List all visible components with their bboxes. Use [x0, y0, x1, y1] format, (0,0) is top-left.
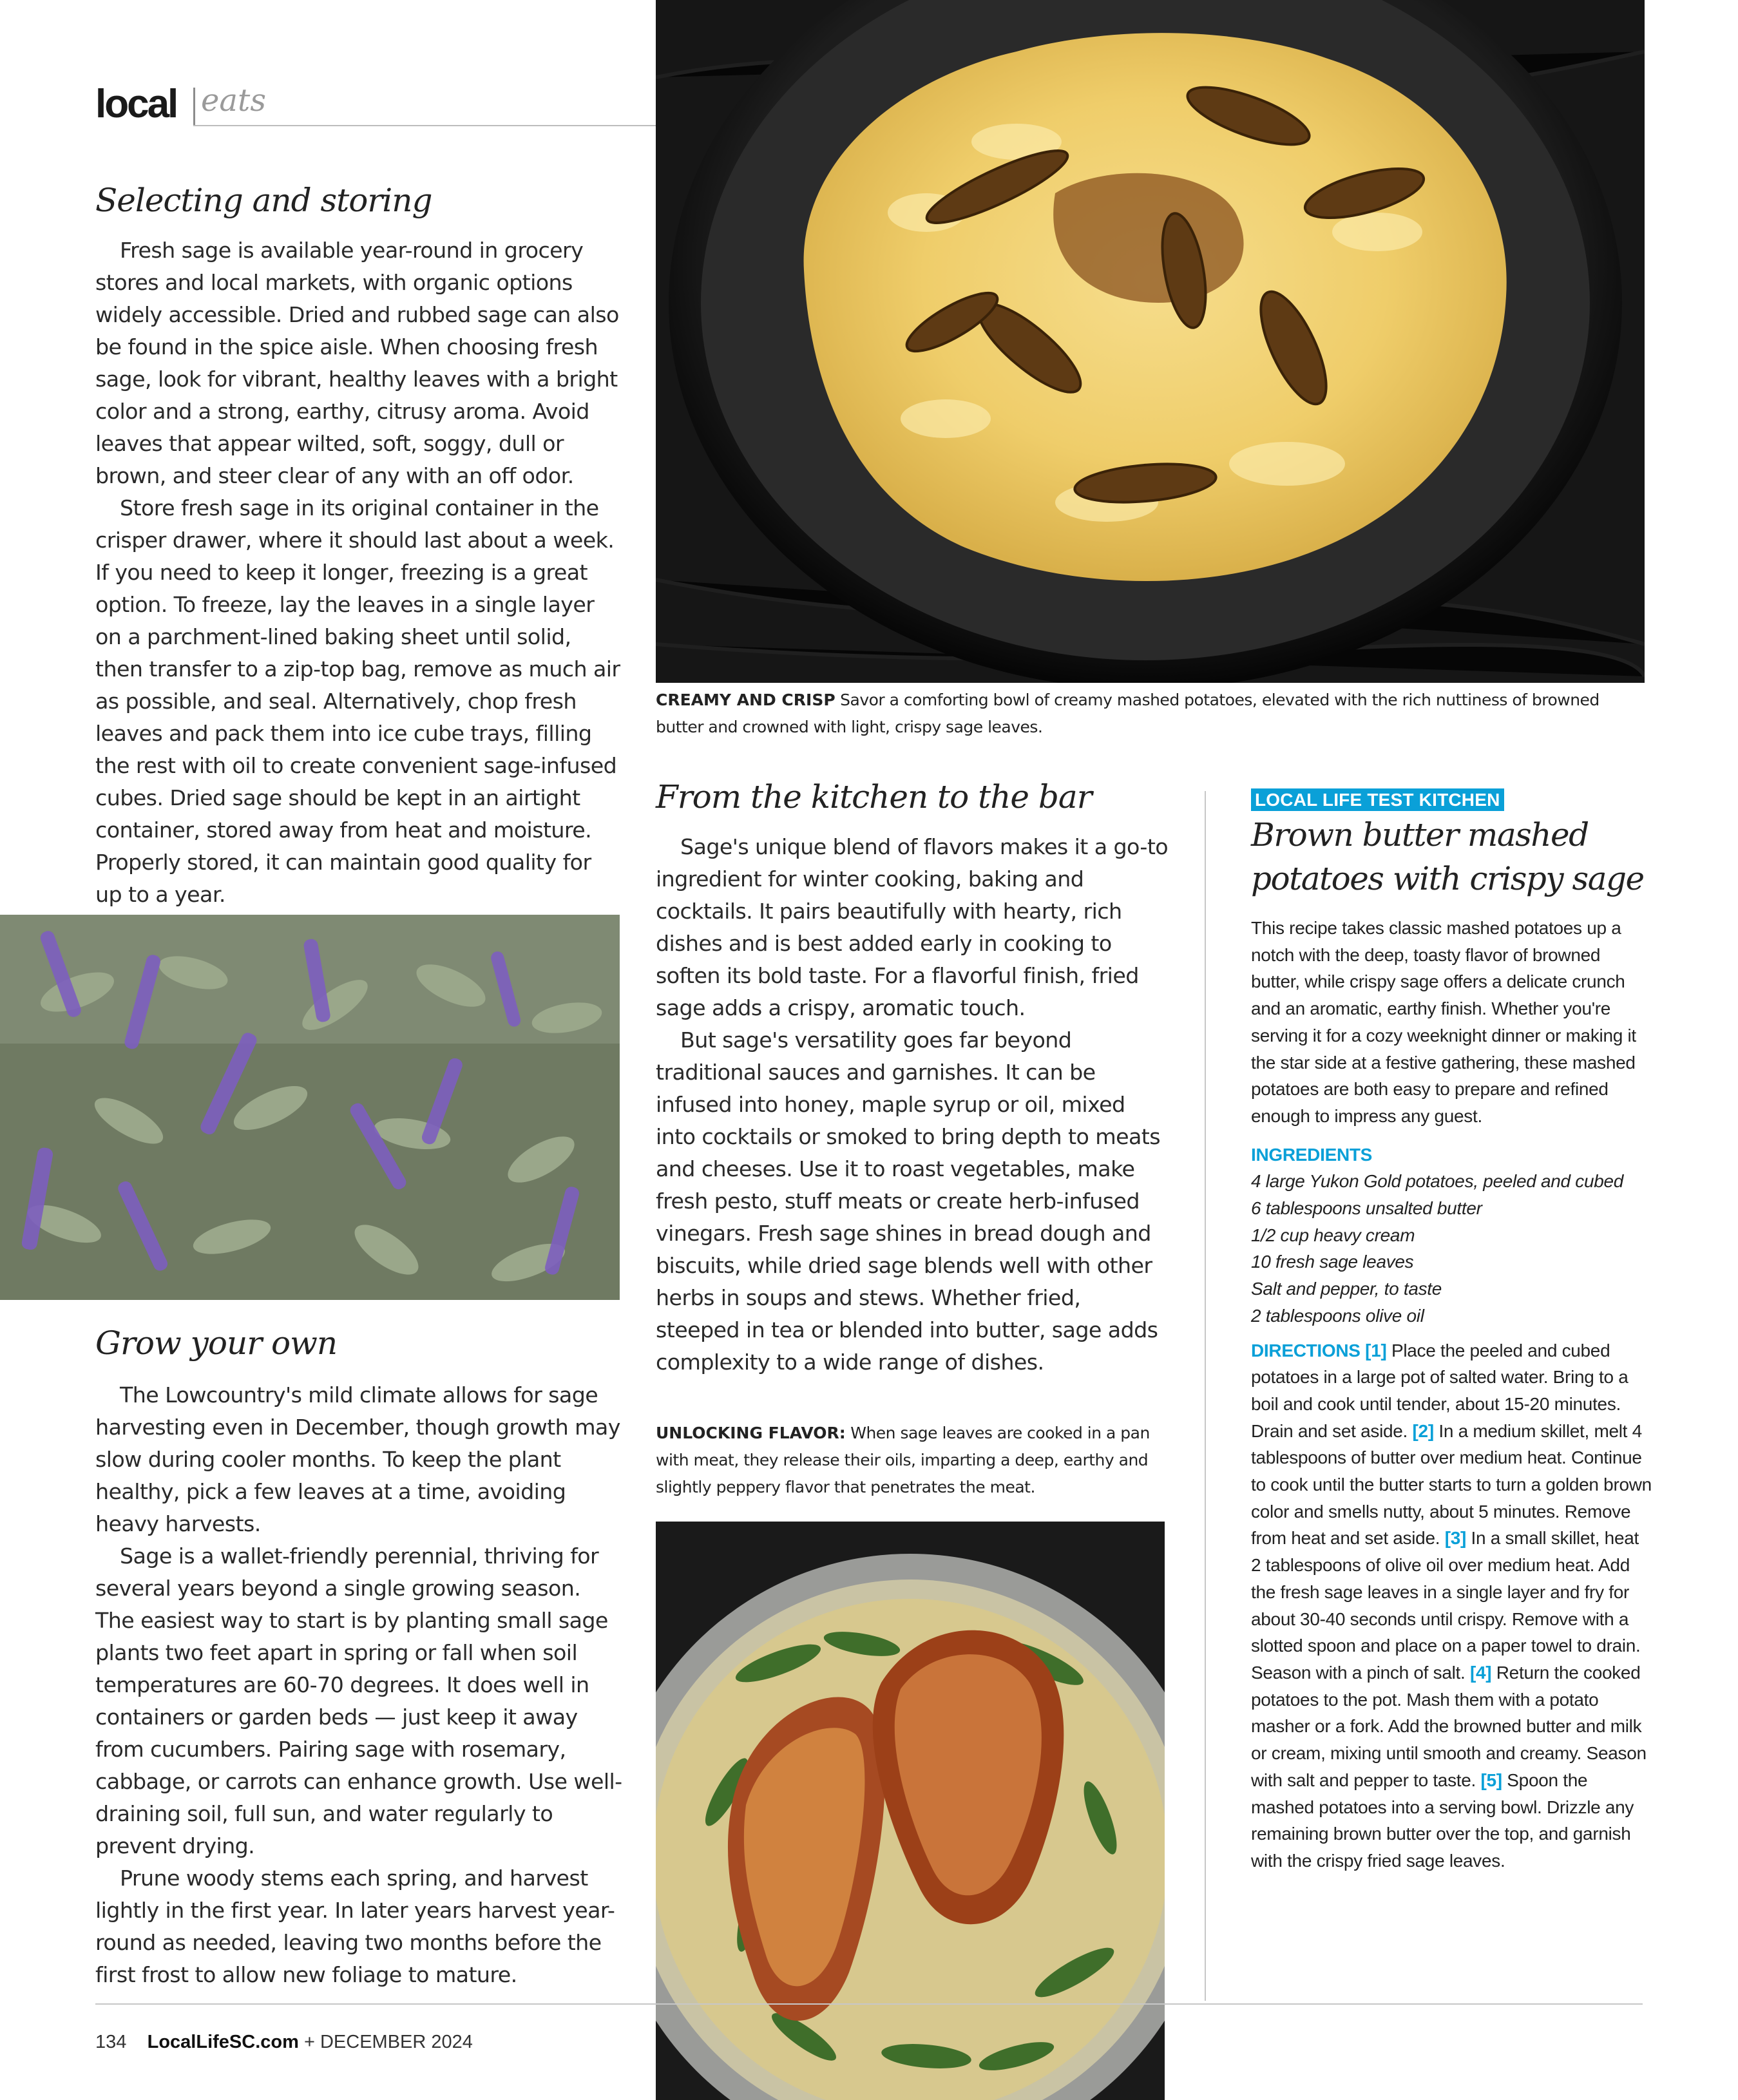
ingredient-item: 4 large Yukon Gold potatoes, peeled and cubed: [1251, 1171, 1624, 1192]
test-kitchen-tag: LOCAL LIFE TEST KITCHEN: [1251, 788, 1504, 811]
caption-label: UNLOCKING FLAVOR:: [656, 1424, 846, 1442]
step-number: [2]: [1412, 1420, 1434, 1441]
body-paragraph: Sage's unique blend of flavors makes it a go-to ingredient for winter cooking, baking and cocktails. It pairs beautifully with hearty, rich dishes and is best added early in cooking to soften its bold taste. For a flavorful finish, fried sage adds a crispy, aromatic touch.: [656, 834, 1169, 1020]
footer-rule: [95, 2003, 1643, 2005]
ingredient-item: 1/2 cup heavy cream: [1251, 1225, 1415, 1245]
page-footer: [95, 2032, 473, 2053]
grow-body: [95, 1379, 625, 1991]
caption-text: Savor a comforting bowl of creamy mashed potatoes, elevated with the rich nuttiness of browned butter and crowned with light, crispy sage leaves.: [656, 691, 1600, 736]
ingredient-item: 6 tablespoons unsalted butter: [1251, 1198, 1482, 1219]
step-text: In a small skillet, heat 2 tablespoons of olive oil over medium heat. Add the fresh sage leaves in a single layer and fry for about 30-40 seconds until crispy. Remove with a slotted spoon and place on a paper towel to drain. Season with a pinch of salt.: [1251, 1528, 1641, 1683]
photo-caption-creamy: [656, 687, 1635, 741]
ingredient-item: 2 tablespoons olive oil: [1251, 1305, 1424, 1326]
sage-plant-photo: [0, 915, 620, 1300]
body-paragraph: Store fresh sage in its original container in the crisper drawer, where it should last about a week. If you need to keep it longer, freezing is a great option. To freeze, lay the leaves in a single layer on a parchment-lined baking sheet until solid, then transfer to a zip-top bag, remove as much air as possible, and seal. Alternatively, chop fresh leaves and pack them into ice cube trays, filling the rest with oil to create convenient sage-infused cubes. Dried sage should be kept in an airtight container, stored away from heat and moisture. Properly stored, it can maintain good quality for up to a year.: [95, 495, 620, 907]
brand-divider: [193, 88, 195, 125]
body-paragraph: The Lowcountry's mild climate allows for sage harvesting even in December, though growth may slow during cooler months. To keep the plant healthy, pick a few leaves at a time, avoiding heavy harvests.: [95, 1382, 620, 1536]
body-paragraph: Fresh sage is available year-round in grocery stores and local markets, with organic options widely accessible. Dried and rubbed sage can also be found in the spice aisle. When choosing fresh sage, look for vibrant, healthy leaves with a bright color and a strong, earthy, citrusy aroma. Avoid leaves that appear wilted, soft, soggy, dull or brown, and steer clear of any with an off odor.: [95, 238, 619, 488]
issue-date: DECEMBER 2024: [320, 2032, 473, 2052]
caption-label: CREAMY AND CRISP: [656, 691, 836, 709]
mashed-potatoes-photo: [656, 0, 1645, 683]
body-paragraph: Prune woody stems each spring, and harvest lightly in the first year. In later years harvest year-round as needed, leaving two months before the first frost to allow new foliage to mature.: [95, 1866, 615, 1987]
recipe-body: [1251, 915, 1653, 1875]
step-text: Spoon the mashed potatoes into a serving bowl. Drizzle any remaining brown butter over the top, and garnish with the crispy fried sage leaves.: [1251, 1770, 1634, 1871]
step-number: [5]: [1480, 1770, 1502, 1790]
selecting-body: [95, 234, 624, 911]
ingredient-item: Salt and pepper, to taste: [1251, 1279, 1442, 1299]
ingredients-list: [1251, 1168, 1653, 1329]
kitchen-bar-body: [656, 831, 1169, 1379]
ingredients-heading: INGREDIENTS: [1251, 1144, 1373, 1165]
section-label: eats: [201, 82, 266, 119]
brand-logo-local: local: [95, 82, 177, 126]
step-number: [1]: [1365, 1340, 1387, 1360]
step-number: [4]: [1469, 1662, 1492, 1683]
heading-grow-your-own: Grow your own: [95, 1324, 338, 1362]
directions-heading: DIRECTIONS: [1251, 1340, 1361, 1360]
site-name: LocalLifeSC.com: [147, 2032, 299, 2052]
step-text: In a medium skillet, melt 4 tablespoons of butter over medium heat. Continue to cook until the butter starts to turn a golden brown color and smells nutty, about 5 minutes. Remove from heat and set aside.: [1251, 1420, 1652, 1549]
ingredient-item: 10 fresh sage leaves: [1251, 1252, 1414, 1272]
footer-separator: +: [303, 2032, 315, 2052]
heading-kitchen-to-bar: From the kitchen to the bar: [656, 778, 1092, 816]
chicken-skillet-photo: [656, 1522, 1165, 2100]
heading-selecting-storing: Selecting and storing: [95, 182, 432, 219]
body-paragraph: Sage is a wallet-friendly perennial, thriving for several years beyond a single growing season. The easiest way to start is by planting small sage plants two feet apart in spring or fall when soil temperatures are 60-70 degrees. It does well in containers or garden beds — just keep it away from cucumbers. Pairing sage with rosemary, cabbage, or carrots can enhance growth. Use well-draining soil, full sun, and water regularly to prevent drying.: [95, 1543, 622, 1858]
step-text: Return the cooked potatoes to the pot. Mash them with a potato masher or a fork. Add the browned butter and milk or cream, mixing until smooth and creamy. Season with salt and pepper to taste.: [1251, 1662, 1647, 1790]
recipe-intro: This recipe takes classic mashed potatoes up a notch with the deep, toasty flavor of browned butter, while crispy sage offers a delicate crunch and an aromatic, earthy finish. Whether you're serving it for a cozy weeknight dinner or making it the star side at a festive gathering, these mashed potatoes are both easy to prepare and refined enough to impress any guest.: [1251, 918, 1636, 1126]
header-rule: [193, 125, 656, 126]
step-text: Place the peeled and cubed potatoes in a large pot of salted water. Bring to a boil and cook until tender, about 15-20 minutes. Drain and set aside.: [1251, 1340, 1628, 1441]
recipe-title: Brown butter mashed potatoes with crispy sage: [1251, 816, 1644, 897]
caption-text: When sage leaves are cooked in a pan with meat, they release their oils, imparting a deep, earthy and slightly peppery flavor that penetrates the meat.: [656, 1424, 1150, 1496]
step-number: [3]: [1444, 1528, 1467, 1549]
column-divider: [1205, 791, 1206, 2001]
body-paragraph: But sage's versatility goes far beyond traditional sauces and garnishes. It can be infused into honey, maple syrup or oil, mixed into cocktails or smoked to bring depth to meats and cheeses. Use it to roast vegetables, make fresh pesto, stuff meats or create herb-infused vinegars. Fresh sage shines in bread dough and biscuits, while dried sage blends well with other herbs in soups and stews. Whether fried, steeped in tea or blended into butter, sage adds complexity to a wide range of dishes.: [656, 1027, 1160, 1375]
photo-caption-flavor: [656, 1420, 1171, 1501]
page-number: 134: [95, 2032, 127, 2052]
directions: [1251, 1337, 1653, 1875]
